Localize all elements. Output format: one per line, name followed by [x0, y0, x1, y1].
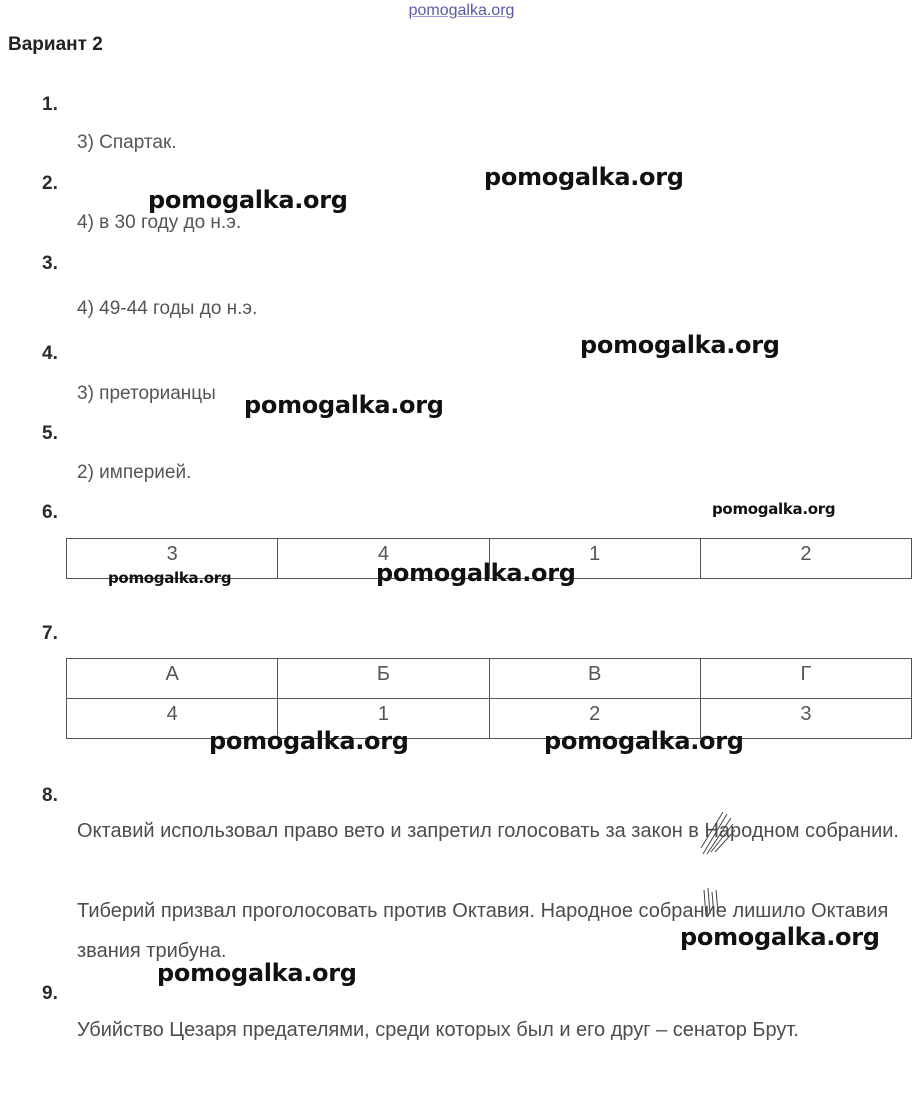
- answer-text: 3) преторианцы: [77, 383, 216, 404]
- answer-paragraph: Убийство Цезаря предателями, среди которых был и его друг – сенатор Брут.: [77, 1019, 799, 1041]
- question-number: 6.: [42, 502, 58, 523]
- answer-table-7: [66, 658, 912, 739]
- watermark-text: pomogalka.org: [484, 163, 684, 191]
- watermark-text: pomogalka.org: [376, 559, 576, 587]
- watermark-text: pomogalka.org: [680, 923, 880, 951]
- watermark-text: pomogalka.org: [108, 569, 232, 587]
- question-number: 5.: [42, 423, 58, 444]
- watermark-text: pomogalka.org: [244, 391, 444, 419]
- answer-text: 4) 49-44 годы до н.э.: [77, 298, 258, 319]
- watermark-text: pomogalka.org: [148, 186, 348, 214]
- table-cell: 1: [489, 539, 700, 579]
- question-number: 1.: [42, 94, 58, 115]
- watermark-text: pomogalka.org: [209, 727, 409, 755]
- table-cell: 4: [67, 699, 278, 739]
- table-header-cell: А: [67, 659, 278, 699]
- table-cell: 2: [700, 539, 911, 579]
- question-number: 2.: [42, 173, 58, 194]
- answer-paragraph: Тиберий призвал проголосовать против Октавия. Народное собрание лишило Октавия звания трибуна.: [77, 900, 889, 962]
- table-header-row: [67, 659, 912, 699]
- table-cell: 2: [489, 699, 700, 739]
- header-watermark-link[interactable]: pomogalka.org: [408, 2, 515, 19]
- answer-text: 4) в 30 году до н.э.: [77, 212, 242, 233]
- question-number: 9.: [42, 983, 58, 1004]
- answer-text: 2) империей.: [77, 462, 192, 483]
- watermark-text: pomogalka.org: [712, 500, 836, 518]
- question-number: 7.: [42, 623, 58, 644]
- table-cell: 3: [67, 539, 278, 579]
- answer-text: 3) Спартак.: [77, 132, 177, 153]
- answer-paragraph: Октавий использовал право вето и запретил голосовать за закон в Народном собрании.: [77, 820, 899, 842]
- table-row: [67, 699, 912, 739]
- table-cell: 1: [278, 699, 489, 739]
- table-header-cell: Б: [278, 659, 489, 699]
- table-cell: 3: [700, 699, 911, 739]
- table-header-cell: Г: [700, 659, 911, 699]
- question-number: 3.: [42, 253, 58, 274]
- table-cell: 4: [278, 539, 489, 579]
- watermark-text: pomogalka.org: [580, 331, 780, 359]
- question-number: 4.: [42, 343, 58, 364]
- watermark-text: pomogalka.org: [157, 959, 357, 987]
- watermark-text: pomogalka.org: [544, 727, 744, 755]
- page-title: Вариант 2: [8, 34, 103, 55]
- table-header-cell: В: [489, 659, 700, 699]
- scribble-mark: [697, 808, 737, 858]
- question-number: 8.: [42, 785, 58, 806]
